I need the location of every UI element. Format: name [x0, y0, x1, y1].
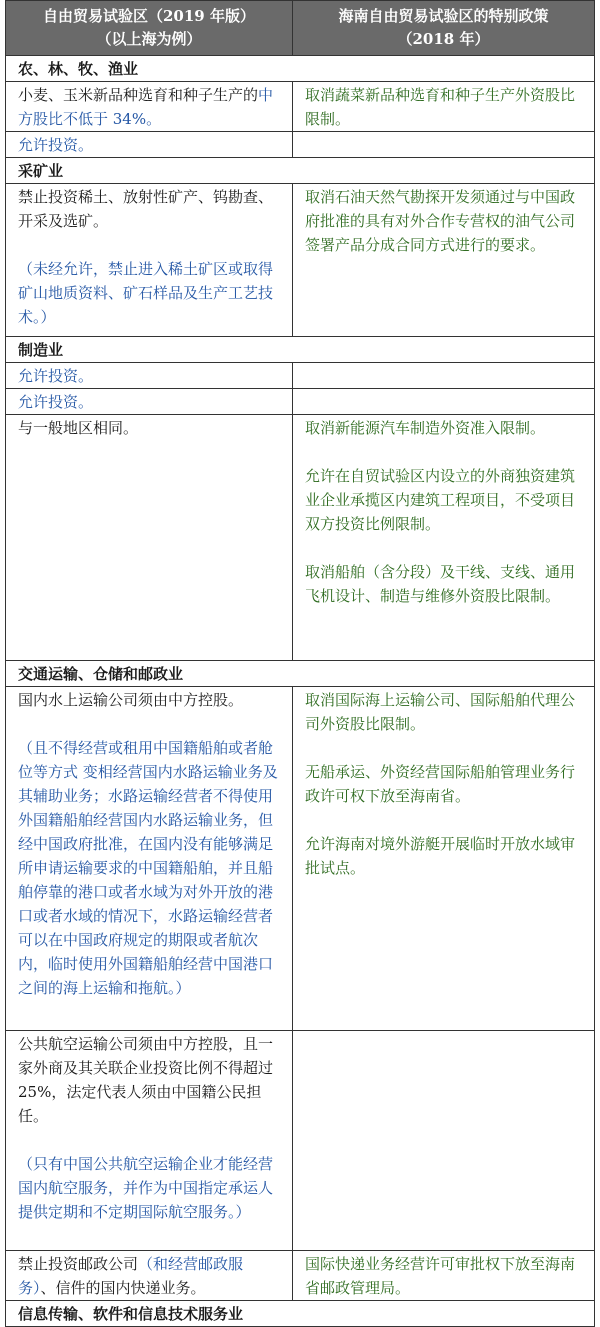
header-right-cell [292, 1, 594, 56]
cell-text: 无船承运、外资经营国际船舶管理业务行政许可权下放至海南省。 [304, 763, 575, 805]
cell-text-note: （未经允许，禁止进入稀土矿区或取得矿山地质资料、矿石样品及生产工艺技术。） [18, 260, 274, 326]
cell-left: 与一般地区相同。 [6, 415, 293, 661]
cell-text: 禁止投资稀土、放射性矿产、钨勘查、开采及选矿。 [18, 188, 274, 230]
table-row [6, 82, 595, 132]
header-right-line1: 海南自由贸易试验区的特别政策 [338, 7, 549, 25]
table-row [6, 363, 595, 389]
cell-left: 允许投资。 [6, 132, 293, 158]
section-title-mining: 采矿业 [6, 158, 595, 184]
cell-right-empty [292, 1031, 594, 1251]
cell-left [6, 687, 293, 1031]
cell-left [6, 184, 293, 337]
cell-text-note: （且不得经营或租用中国籍船舶或者舱位等方式 变相经营国内水路运输业务及其辅助业务；水路运输经营者不得使用外国籍船舶经营国内水路运输业务，但经中国政府批准，在国内没有能够满足所申请运输要求的中国籍船舶，并且船舶停靠的港口或者水域为对外开放的港口或者水域的情况下，水路运输经营者可以在中国政府规定的期限或者航次内，临时使用外国籍船舶经营中国港口之间的海上运输和拖航。） [18, 739, 278, 997]
table-header-row [6, 1, 595, 56]
table-row [6, 184, 595, 337]
table-row [6, 415, 595, 661]
cell-text: 小麦、玉米新品种选育和种子生产的 [18, 86, 259, 104]
section-title-transport: 交通运输、仓储和邮政业 [6, 661, 595, 687]
policy-comparison-table [5, 0, 595, 1327]
section-title-manufacturing: 制造业 [6, 337, 595, 363]
cell-left: 允许投资。 [6, 363, 293, 389]
cell-left [6, 82, 293, 132]
cell-right-empty [292, 363, 594, 389]
cell-right: 国际快递业务经营许可审批权下放至海南省邮政管理局。 [292, 1251, 594, 1301]
cell-text: 、信件的国内快递业务。 [40, 1279, 206, 1297]
cell-text: 取消国际海上运输公司、国际船舶代理公司外资股比限制。 [304, 691, 575, 733]
cell-right-empty [292, 389, 594, 415]
table-row [6, 1031, 595, 1251]
header-left-line2: （以上海为例） [96, 30, 202, 48]
cell-left [6, 1031, 293, 1251]
cell-right: 取消石油天然气勘探开发须通过与中国政府批准的具有对外合作专营权的油气公司签署产品分成合同方式进行的要求。 [292, 184, 594, 337]
header-right-line2: （2018 年） [397, 30, 490, 48]
section-title-information: 信息传输、软件和信息技术服务业 [6, 1301, 595, 1327]
section-title-agriculture: 农、林、牧、渔业 [6, 56, 595, 82]
cell-right-empty [292, 132, 594, 158]
cell-text: 禁止投资邮政公司 [18, 1255, 139, 1273]
section-row-transport [6, 661, 595, 687]
section-row-manufacturing [6, 337, 595, 363]
cell-text-note: （只有中国公共航空运输企业才能经营国内航空服务，并作为中国指定承运人提供定期和不定期国际航空服务。） [18, 1155, 274, 1221]
table-row [6, 389, 595, 415]
cell-text-note: （和经营邮政服务） [18, 1255, 244, 1297]
cell-text: 允许海南对境外游艇开展临时开放水域审批试点。 [304, 835, 575, 877]
cell-left: 允许投资。 [6, 389, 293, 415]
cell-text: 取消船舶（含分段）及干线、支线、通用飞机设计、制造与维修外资股比限制。 [304, 563, 575, 605]
cell-right [292, 687, 594, 1031]
table-row [6, 132, 595, 158]
cell-text: 允许在自贸试验区内设立的外商独资建筑业企业承揽区内建筑工程项目，不受项目双方投资比例限制。 [304, 467, 575, 533]
cell-text: 取消新能源汽车制造外资准入限制。 [304, 419, 545, 437]
cell-text-highlight: 中方股比不低于 34%。 [18, 86, 274, 128]
section-row-information [6, 1301, 595, 1327]
cell-left [6, 1251, 293, 1301]
section-row-mining [6, 158, 595, 184]
section-row-agriculture [6, 56, 595, 82]
header-left-cell [6, 1, 293, 56]
cell-text: 国内水上运输公司须由中方控股。 [18, 691, 244, 709]
header-left-line1: 自由贸易试验区（2019 年版） [42, 7, 255, 25]
table-row [6, 687, 595, 1031]
table-row [6, 1251, 595, 1301]
cell-text: 公共航空运输公司须由中方控股，且一家外商及其关联企业投资比例不得超过 25%，法定代表人须由中国籍公民担任。 [18, 1035, 274, 1125]
cell-right: 取消蔬菜新品种选育和种子生产外资股比限制。 [292, 82, 594, 132]
cell-right [292, 415, 594, 661]
